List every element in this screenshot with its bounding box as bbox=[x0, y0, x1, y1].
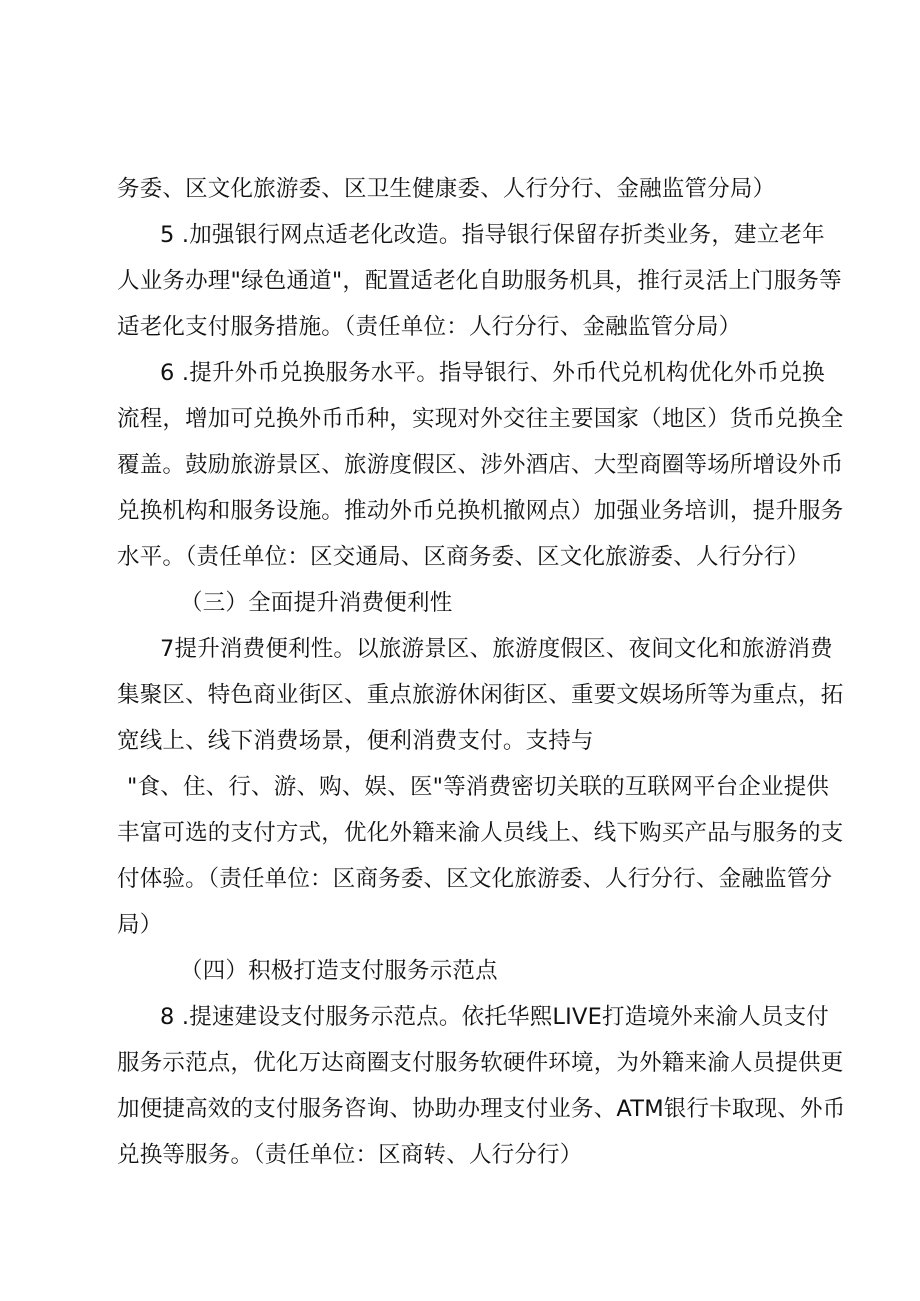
text-line: 局） bbox=[117, 912, 163, 938]
text-line: "食、住、行、游、购、娱、医"等消费密切关联的互联网平台企业提供 bbox=[127, 774, 830, 800]
text-line: 务委、区文化旅游委、区卫生健康委、人行分行、金融监管分局） bbox=[117, 176, 776, 202]
item-5-heading-line: 5 .加强银行网点适老化改造。指导银行保留存折类业务，建立老年 bbox=[160, 222, 825, 248]
text-line: 兑换机构和服务设施。推动外币兑换机撤网点）加强业务培训，提升服务 bbox=[117, 498, 844, 524]
section-4-heading: （四）积极打造支付服务示范点 bbox=[180, 958, 498, 984]
text-line: 丰富可选的支付方式，优化外籍来渝人员线上、线下购买产品与服务的支 bbox=[117, 820, 844, 846]
text-line: 兑换等服务。（责任单位：区商转、人行分行） bbox=[117, 1142, 583, 1168]
text-line: 流程，增加可兑换外币币种，实现对外交往主要国家（地区）货币兑换全 bbox=[117, 406, 844, 432]
text-line: 水平。（责任单位：区交通局、区商务委、区文化旅游委、人行分行） bbox=[117, 544, 810, 570]
text-line: 适老化支付服务措施。（责任单位：人行分行、金融监管分局） bbox=[117, 314, 742, 340]
item-7-heading-line: 7提升消费便利性。以旅游景区、旅游度假区、夜间文化和旅游消费 bbox=[160, 636, 833, 662]
text-line: 集聚区、特色商业街区、重点旅游休闲街区、重要文娱场所等为重点，拓 bbox=[117, 682, 844, 708]
text-line: 宽线上、线下消费场景，便利消费支付。支持与 bbox=[117, 728, 594, 754]
text-line: 覆盖。鼓励旅游景区、旅游度假区、涉外酒店、大型商圈等场所增设外币 bbox=[117, 452, 844, 478]
item-6-heading-line: 6 .提升外币兑换服务水平。指导银行、外币代兑机构优化外币兑换 bbox=[160, 360, 825, 386]
text-line: 付体验。（责任单位：区商务委、区文化旅游委、人行分行、金融监管分 bbox=[117, 866, 833, 892]
text-line: 加便捷高效的支付服务咨询、协助办理支付业务、ATM银行卡取现、外币 bbox=[117, 1096, 846, 1122]
section-3-heading: （三）全面提升消费便利性 bbox=[180, 590, 453, 616]
text-line: 服务示范点，优化万达商圈支付服务软硬件环境，为外籍来渝人员提供更 bbox=[117, 1050, 844, 1076]
text-line: 人业务办理"绿色通道"，配置适老化自助服务机具，推行灵活上门服务等 bbox=[117, 268, 842, 294]
item-8-heading-line: 8 .提速建设支付服务示范点。依托华熙LIVE打造境外来渝人员支付 bbox=[160, 1004, 829, 1030]
